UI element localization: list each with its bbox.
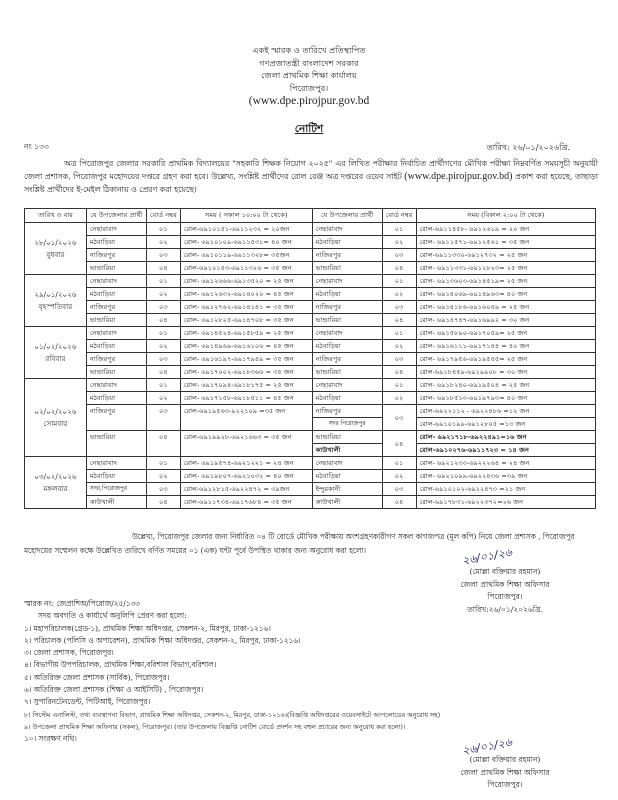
upazila-cell: ভান্ডারিয়া [86,431,146,457]
upazila-cell: মঠবাড়িয়া [86,392,146,405]
upazila-cell: নেছারাবাদ [312,327,382,340]
upazila-cell: মঠবাড়িয়া [86,236,146,249]
roll-range-cell: রোল- ৬৯১২৬৬৬-৬৯১৩৫২০ = ২৫ জন [180,275,312,288]
board-cell: ০২ [382,340,416,353]
board-cell: ০৪ [382,314,416,327]
board-cell: ০২ [146,236,180,249]
roll-range-cell: রোল- ৬৯১৯৫৭৪-৬৯২১২২১ = ২৪ জন [180,457,312,470]
table-row [25,483,596,496]
table-row [25,236,596,249]
table-header-row [25,209,596,223]
board-cell: ০২ [146,392,180,405]
upazila-cell: নাজিরপুর [86,249,146,262]
copy-recipient: ৪। বিভাগীয় উপপরিচালক, প্রাথমিক শিক্ষা,বরিশাল বিভাগ,বরিশাল। [24,660,217,670]
notice-date: তারিখ: ২৬/০১/২০২৬খ্রি. [486,143,570,152]
roll-range-cell: রোল-৬৯১০১৫১-৬৯১১২৩২ = ২০জন [180,223,312,236]
upazila-cell: কাউখালী [86,496,146,509]
roll-range-cell: রোল- ৬৯১৮২৪০-৬৯১৯৫০৪ = ২৫ জন [416,379,595,392]
header-board-pm: বোর্ড নম্বর [382,209,416,223]
upazila-cell: মঠবাড়িয়া [86,340,146,353]
upazila-cell: নেছারাবাদ [86,327,146,340]
upazila-cell: মঠবাড়িয়া [312,236,382,249]
upazila-cell: নাজিরপুর [86,353,146,366]
note-line-1: উল্লেখ্য, পিরোজপুর জেলার জন্য নির্ধারিত ০৪ টি বোর্ডে মৌখিক পরীক্ষায় অংশগ্রহণকারীগণ সকল কাগজপত্র (মূল কপি) নিয়ে জেলা প্রশাসক , পিরোজপুর [132,532,575,541]
roll-range-cell: রোল- ৬৯১৭০৯৪-৬৯১৮১৭৫ = ২৫ জন [180,379,312,392]
roll-range-cell: রোল-৬৯১২৮১৫-৬৯২২৪৭২ = ৩৯জন [180,483,312,496]
replacement-note: একই স্মারক ও তারিখে প্রতিস্থাপিত [252,45,366,55]
board-cell: ০১ [382,327,416,340]
roll-range-cell: রোল- ৬৯১৭৯৫৬-৬৯১৯৫৫৫= ২৫ জন [416,353,595,366]
board-cell: ০১ [146,223,180,236]
date-cell: ০২/০২/২০২৬ সোমবার [25,379,87,457]
upazila-cell: মঠবাড়িয়া [312,288,382,301]
roll-range-cell: রোল-৬৯১১৭৩৪-৬৯১৭৬৮৪ = ৩৫ জন [180,496,312,509]
upazila-cell: নেছারাবাদ [312,457,382,470]
roll-range-cell: রোল- ৬৯১৪০৬৯-৬৯১৪৯৬৩= ৪০ জন [416,288,595,301]
upazila-cell: ভান্ডারিয়া [86,262,146,275]
date-cell: ০৩/০২/২০২৬ মঙ্গলবার [25,457,87,509]
board-cell: ০২ [146,340,180,353]
roll-range-cell: রোল- ৬৯১১৩৩১-৬৯১২৮২৩= ২৫ জন [416,262,595,275]
signatory-name: (মোল্লা বক্তিয়ার রহমান) [469,567,541,576]
copy-recipient: ১০। সংরক্ষণ নথি। [24,734,77,744]
table-row [25,327,596,340]
board-cell: ০২ [382,470,416,483]
signatory-place: পিরোজপুর। [487,592,523,601]
upazila-cell: নাজিরপুর [312,353,382,366]
upazila-cell: ইন্দুরকানী [312,483,382,496]
office-name: জেলা প্রাথমিক শিক্ষা কার্যালয় [261,70,357,80]
copy-recipient: ৬। অতিরিক্ত জেলা প্রশাসক (শিক্ষা ও আইসিটি) , পিরোজপুর। [24,685,204,695]
date-cell: ২৮/০১/২০২৬ বুধবার [25,223,87,275]
table-row [25,496,596,509]
upazila-cell: ভান্ডারিয়া [86,366,146,379]
upazila-cell: ভান্ডারিয়া [312,366,382,379]
table-row [25,223,596,236]
header-upazila-pm: যে উপজেলার প্রার্থী [312,209,382,223]
roll-range-cell: রোল- ৬৯১৮৫১৩-৬৯১৯৭৯৩= ৪০ জন [416,392,595,405]
schedule-table [24,208,596,509]
roll-range-cell: রোল- ৬৯১১৫৭১-৬৯১২৫৬১ = ৩৫ জন [416,236,595,249]
copy-recipient: ৫। অতিরিক্ত জেলা প্রশাসক (সার্বিক), পিরোজপুর। [24,672,170,682]
copy-recipient: ৮। সিস্টেম এনালিস্ট, তথ্য ব্যবস্থাপনা বিভাগ, প্রাথমিক শিক্ষা অধিদপ্তর, সেকশন-২, মিরপুর, ঢাকা-১২১৬।(বিজ্ঞপ্তি অধিদপ্তরের ওয়েবসাইটে আপলোডের অনুরোধ সহ) [24,710,441,719]
board-cell: ০৩ [382,483,416,496]
header-board-am: বোর্ড নম্বর [146,209,180,223]
copy-recipient: ৯। উপজেলা প্রাথমিক শিক্ষা অফিসার (সকল), পিরোজপুর। (তার উপজেলায় বিজ্ঞপ্তি নোটিশ বোর্ডে প্রদর্শন সহ বহুল প্রচারের জন্য অনুরোধ করা হলো)। [24,722,406,731]
roll-range-cell: রোল- ৬৯১০১১৯-৬৯১১৩২৮= ৩৫জন [180,249,312,262]
roll-range-cell: রোল- ৬৯১৭০০২-৬৯১৮৩৬৬ = ৩৫ জন [180,366,312,379]
note-line-2: মহোদয়ের সম্মেলন কক্ষে উল্লেখিত তারিখে বর্ণিত সময়ের ০১ (এক) ঘন্টা পূর্বে উপস্থিত থাকার জন্য অনুরোধ করা হলো। [24,546,366,555]
table-row [25,353,596,366]
board-cell: ০২ [146,288,180,301]
table-row [25,405,596,418]
upazila-cell: নাজিরপুর [312,405,382,418]
date-cell: ০১/০২/২০২৬ রবিবার [25,327,87,379]
roll-range-cell: রোল- ৬৯১৪৯৬৯-৬৯১৬১০৬ = ৪৫ জন [180,340,312,353]
board-cell: ০৪ [382,262,416,275]
board-cell: ০৪ [146,314,180,327]
intro-paragraph [24,157,598,196]
upazila-cell: নাজিরপুর [86,301,146,314]
upazila-cell: ভান্ডারিয়া [312,431,382,444]
upazila-cell: নেছারাবাদ [312,275,382,288]
roll-range-cell: রোল- ৬৯১৪৭৪৭-৬৯১৬৯৯২ = ৩০ জন [416,314,595,327]
roll-range-cell: রোল-৬৯১৮৪৫৯-৬৯১৯৯০৮ = ৩০ জন [416,366,595,379]
signature-scribble: ২৬/০১/২৬ [461,545,513,568]
header-upazila-am: যে উপজেলার প্রার্থী [86,209,146,223]
board-cell: ০১ [146,327,180,340]
board-cell: ০৪ [146,366,180,379]
table-row [25,470,596,483]
board-cell: ০৪ [382,431,416,457]
board-cell: ০৩ [146,353,180,366]
roll-range-cell: রোল- ৬৯১৬১৯৭-৬৯১৭৯৪৯ = ৩৫ জন [180,353,312,366]
board-cell: ০১ [382,457,416,470]
board-cell: ০৪ [382,366,416,379]
board-cell: ০১ [382,223,416,236]
upazila-cell: কাউখালী [312,444,382,457]
upazila-cell: নেছারাবাদ [86,275,146,288]
roll-range-cell: রোল- ৬৯১২৬৩২-৬৯১৪০২০ = ৪৫ জন [180,288,312,301]
table-row [25,431,596,444]
table-row [25,366,596,379]
board-cell: ০২ [382,392,416,405]
table-row [25,288,596,301]
roll-range-cell: রোল-৬৯১১৪৫৮- ৬৯১২৬১৯ = ২০ জন [416,223,595,236]
upazila-cell: নাজিরপুর [86,405,146,431]
board-cell: ০১ [146,457,180,470]
roll-range-cell: রোল- ৬৯১৫৮৯০-৬৯১৭০৫৯= ২৫ জন [416,327,595,340]
board-cell: ০৩ [146,483,180,496]
copy-memo-number: স্মারক নং: জেপ্রাশিঅ/পিরোজ/২৫/১৩৩ [24,599,140,608]
upazila-cell: নেছারাবাদ [86,223,146,236]
roll-range-cell: রোল-৬৯১১৩৩০-৬৯১২৭৩২ = ২৫ জন [416,249,595,262]
board-cell: ০৩ [146,301,180,314]
roll-range-cell: রোল-৬৯১০২৭৬-৬৯১১৭২৩ = ১৪ জন [416,444,595,457]
roll-range-cell: রোল-৬৯১৭৮৩১-৬৯২২৩৭২=২৬ জন [416,496,595,509]
table-row [25,249,596,262]
copy-intro: সদয় অবগতি ও কার্যার্থে অনুলিপি প্রেরণ করা হলো: [38,611,187,621]
upazila-cell: মঠবাড়িয়া [312,470,382,483]
table-row [25,379,596,392]
upazila-cell: নাজিরপুর [312,301,382,314]
upazila-cell: মঠবাড়িয়া [312,340,382,353]
copy-recipient: ২। পরিচালক (পলিসি ও অপারেশন), প্রাথমিক শিক্ষা অধিদপ্তর, সেকশন-২, মিরপুর, ঢাকা-১২১৬। [24,635,301,645]
date-cell: ২৯/০১/২০২৬ বৃহস্পতিবার [25,275,87,327]
board-cell: ০৩ [382,405,416,431]
table-row [25,301,596,314]
board-cell: ০২ [146,470,180,483]
upazila-cell: নাজিরপুর [312,249,382,262]
upazila-cell: ভান্ডারিয়া [312,262,382,275]
roll-range-cell: রোল- ৬৯২১৭১৮-৬৯২২৪৯১=১৬ জন [416,431,595,444]
table-row [25,314,596,327]
roll-range-cell: রোল-৬৯১৯৯২৮-৬৯২১৬৬৩ = ৩৫ জন [180,431,312,457]
header-date: তারিখ ও বার [25,209,87,223]
copy-recipient: ৭। সুপারিনটেনডেন্ট, পিটিআই, পিরোজপুর। [24,697,151,707]
roll-range-cell: রোল- ৬৯১৪৫২৪-৬৯১৫৮৫৯ = ২৫ জন [180,327,312,340]
roll-range-cell: রোল- ৬৯১৪১৮৬-৬৯১৬০৪৯ = ২৫ জন [416,301,595,314]
upazila-cell: মঠবাড়িয়া [86,288,146,301]
table-row [25,392,596,405]
board-cell: ০৩ [382,353,416,366]
table-row [25,275,596,288]
government-name: গণপ্রজাতন্ত্রী বাংলাদেশ সরকার [259,57,359,68]
roll-range-cell: রোল- ৬৯১৯৮০৭-৬৯২১০৩২ = ৪০ জন [180,470,312,483]
table-row [25,262,596,275]
board-cell: ০১ [382,379,416,392]
roll-range-cell: রোল- ৬৯২১২৩৩-৬৯২২২৬৪ = ২৪ জন [416,457,595,470]
board-cell: ০৪ [382,496,416,509]
upazila-cell: সদর,পিরোজপুর [86,483,146,496]
table-row [25,457,596,470]
upazila-cell: নেছারাবাদ [86,457,146,470]
signatory-name: (মোল্লা বক্তিয়ার রহমান) [469,755,541,764]
table-row [25,340,596,353]
upazila-cell: নেছারাবাদ [312,379,382,392]
board-cell: ০৪ [146,496,180,509]
memo-number: নং ১৩৩ [24,142,49,151]
board-cell: ০২ [382,236,416,249]
intro-text-2: প্রকাশ করা হয়েছে, তাছাড়া সংশ্লিষ্ট প্রার্থীদের ই-মেইল ঠিকানায় ও প্রেরণ করা হয়েছে। [24,172,598,194]
header-time-pm: সময় (বিকাল ২:০০ টা থেকে) [416,209,595,223]
roll-range-cell: রোল- ৬৯১২৭৬২-৬৯১৪১৪১ = ৩৫ জন [180,301,312,314]
signature-scribble: ২৬/০১/২৬ [461,735,513,758]
board-cell: ০১ [146,275,180,288]
signature-date: তারিখ:২৬/০১/২০২৬খ্রি. [467,604,543,614]
board-cell: ০২ [382,288,416,301]
upazila-cell: মঠবাড়িয়া [86,470,146,483]
intro-text-1: অত্র পিরোজপুর জেলার সরকারি প্রাথমিক বিদ্যালয়ের "সহকারি শিক্ষক নিয়োগ ২০২৫" এর লিখিত পরীক্ষার নির্বাচিত প্রার্থীগণের মৌখিক পরীক্ষা নিম্নবর্ণিত সময়সূচী অনুযায়ী জেলা প্রশাসক, পিরোজপুর মহোদয়ের দপ্তরে গ্রহণ করা হবে। উল্লেখ্য, সংশ্লিষ্ট প্রার্থীদের রোল রেঞ্জ অত্র দপ্তরের ওয়েব সাইট [24,159,598,181]
upazila-cell: সদর পিরোজপুর [312,418,382,431]
board-cell: ০৪ [146,262,180,275]
upazila-cell: ভান্ডারিয়া [312,314,382,327]
board-cell: ০৩ [382,301,416,314]
roll-range-cell: রোল- ৬৯১৩৬০৩-৬৯১৪৫১৯= ২৫ জন [416,275,595,288]
intro-website: (www.dpe.pirojpur.gov.bd) [404,171,513,182]
office-location: পিরোজপুর। [289,82,329,93]
upazila-cell: মঠবাড়িয়া [312,392,382,405]
roll-range-cell: রোল-৬৯১০১৫৩-৬৯১১৩২৬ = ৩৫ জন [180,262,312,275]
roll-range-cell: রোল- ৬৯১০১০৯-৬৯১১৫৩১= ৪০ জন [180,236,312,249]
upazila-cell: নেছারাবাদ [312,223,382,236]
roll-range-cell: রোল-৬৯১০১০২-৬৯২২৪৭৩ =২১ জন [416,483,595,496]
board-cell: ০১ [146,379,180,392]
upazila-cell: কাউখালী [312,496,382,509]
board-cell: ০১ [382,275,416,288]
roll-range-cell: রোল-৬৯২২১১২ - ৬৯২২৪৮৬ =১২ জন [416,405,595,418]
letterhead [0,44,618,109]
signatory-place: পিরোজপুর। [487,780,523,789]
roll-range-cell: রোল-৬৯১৯৫৬৩-৯২২১০৯ =৩৫ জন [180,405,312,431]
board-cell: ০৩ [146,405,180,431]
roll-range-cell: রোল-৬৯১০১৯৯-৬৯১২৮০৫ =১৩ জন [416,418,595,431]
board-cell: ০৪ [146,431,180,457]
office-website: (www.dpe.pirojpur.gov.bd [248,95,370,107]
copy-recipient: ১। মহাপরিচালক(গ্রেড-১), প্রাথমিক শিক্ষা অধিদপ্তর, সেকশন-২, মিরপুর, ঢাকা-১২১৬। [24,623,271,633]
signatory-designation: জেলা প্রাথমিক শিক্ষা অফিসার [460,579,550,589]
signature-block [420,754,590,792]
signatory-designation: জেলা প্রাথমিক শিক্ষা অফিসার [460,767,550,777]
copy-distribution [24,598,604,746]
roll-range-cell: রোল- ৬৯১৬১১১-৬৯১৭১৪৪ = ৪০ জন [416,340,595,353]
upazila-cell: নেছারাবাদ [86,379,146,392]
roll-range-cell: রোল- ৬৯২১০৯৯-৬৯২২৪৩৬ =৩৯ জন [416,470,595,483]
roll-range-cell: রোল- ৬৯১২৮২৫-৬৯১৪৭০৮ = ৩৫ জন [180,314,312,327]
board-cell: ০৩ [146,249,180,262]
board-cell: ০৩ [382,249,416,262]
header-time-am: সময় ( সকাল ১০:০০ টা থেকে) [180,209,312,223]
upazila-cell: ভান্ডারিয়া [86,314,146,327]
notice-title: নোটিশ [294,123,324,135]
roll-range-cell: রোল- ৬৯১৭১৫৮-৬৯১৮৫১১ = ৪৫ জন [180,392,312,405]
copy-recipient: ৩। জেলা প্রশাসক, পিরোজপুর। [24,648,114,658]
